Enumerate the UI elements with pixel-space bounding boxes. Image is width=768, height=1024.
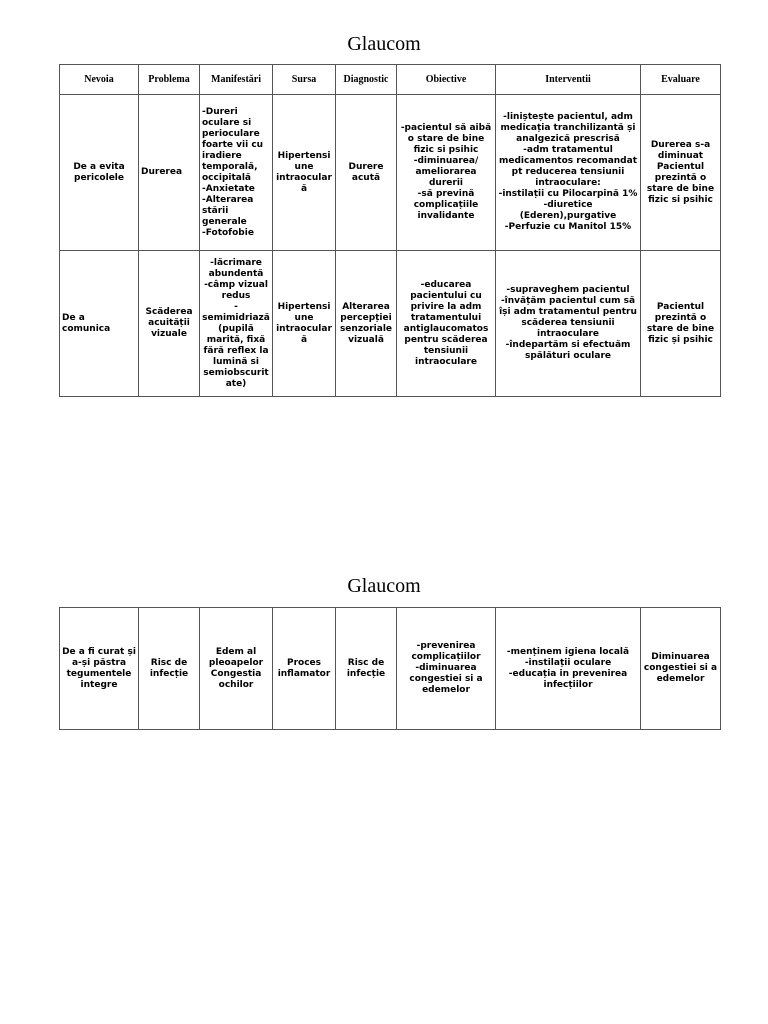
cell-problema: Scăderea acuității vizuale xyxy=(139,251,200,397)
cell-line: -Fotofobie xyxy=(202,227,254,238)
cell-nevoia: De a evita pericolele xyxy=(60,95,139,251)
cell-line: -pacientul să aibă o stare de bine fizic si psihic xyxy=(400,123,492,155)
header-sursa: Sursa xyxy=(273,65,336,95)
cell-line: -Alterarea stării generale xyxy=(202,194,254,227)
cell-interventii xyxy=(496,95,641,251)
cell-line: -diuretice (Ederen),purgative xyxy=(519,200,617,221)
page-title-bottom: Glaucom xyxy=(347,575,421,597)
cell-line: -să prevină complicațiile invalidante xyxy=(413,189,479,221)
cell-line: -învățăm pacientul cum să își adm tratamentul pentru scăderea tensiunii intraoculare xyxy=(499,296,637,339)
cell-interventii xyxy=(496,608,641,730)
cell-line: -instilații oculare xyxy=(524,657,612,668)
cell-evaluare: Durerea s-a diminuat Pacientul prezintă o stare de bine fizic si psihic xyxy=(641,95,721,251)
header-problema: Problema xyxy=(139,65,200,95)
cell-sursa: Hipertensiune intraoculară xyxy=(273,95,336,251)
cell-line: -instilații cu Pilocarpină 1% xyxy=(498,189,638,199)
cell-sursa: Hipertensiune intraoculară xyxy=(273,251,336,397)
header-evaluare: Evaluare xyxy=(641,65,721,95)
cell-line: -semimidriază (pupilă marită, fixă fără reflex la lumină si semiobscuritate) xyxy=(202,301,270,389)
header-obiective: Obiective xyxy=(397,65,496,95)
cell-line: -menținem igiena locală xyxy=(506,646,630,657)
header-interventii: Interventii xyxy=(496,65,641,95)
cell-line: -supraveghem pacientul xyxy=(506,285,630,295)
cell-obiective xyxy=(397,608,496,730)
cell-problema: Risc de infecție xyxy=(139,608,200,730)
cell-line: -Anxietate xyxy=(202,183,255,194)
cell-problema: Durerea xyxy=(139,95,200,251)
cell-diagnostic: Risc de infecție xyxy=(336,608,397,730)
table-header-row xyxy=(60,65,721,95)
header-manifestari: Manifestări xyxy=(200,65,273,95)
cell-nevoia: De a comunica xyxy=(60,251,139,397)
table-row xyxy=(60,95,721,251)
cell-evaluare: Pacientul prezintă o stare de bine fizic și psihic xyxy=(641,251,721,397)
cell-line: -Dureri oculare si perioculare foarte vii cu iradiere temporală, occipitală xyxy=(202,106,264,183)
cell-nevoia: De a fi curat și a-și păstra tegumentele integre xyxy=(60,608,139,730)
cell-evaluare: Diminuarea congestiei si a edemelor xyxy=(641,608,721,730)
cell-line: -lăcrimare abundentă xyxy=(208,257,264,279)
header-diagnostic: Diagnostic xyxy=(336,65,397,95)
cell-line: -diminuarea congestiei si a edemelor xyxy=(409,663,483,695)
cell-obiective xyxy=(397,95,496,251)
cell-manifestari xyxy=(200,95,273,251)
header-nevoia: Nevoia xyxy=(60,65,139,95)
cell-line: -îndepartăm si efectuăm spălături oculare xyxy=(505,340,631,361)
table-row xyxy=(60,608,721,730)
cell-diagnostic: Alterarea percepției senzoriale vizuală xyxy=(336,251,397,397)
care-plan-table xyxy=(59,64,721,397)
care-plan-table-continued xyxy=(59,607,721,730)
cell-line: -liniștește pacientul, adm medicația tranchilizantă și analgezică prescrisă xyxy=(500,112,636,144)
cell-diagnostic: Durere acută xyxy=(336,95,397,251)
cell-line: -prevenirea complicațiilor xyxy=(411,641,481,662)
cell-interventii xyxy=(496,251,641,397)
cell-line: -Perfuzie cu Manitol 15% xyxy=(504,222,632,232)
cell-line: Edem al pleoapelor Congestia ochilor xyxy=(208,646,264,690)
cell-line: -câmp vizual redus xyxy=(204,279,268,301)
cell-manifestari xyxy=(200,251,273,397)
cell-line: -adm tratamentul medicamentos recomandat pt reducerea tensiunii intraoculare: xyxy=(498,145,638,188)
cell-sursa: Proces inflamator xyxy=(273,608,336,730)
cell-line: -diminuarea/ ameliorarea durerii xyxy=(413,156,479,188)
cell-line: -educația in prevenirea infecțiilor xyxy=(508,668,628,690)
cell-manifestari xyxy=(200,608,273,730)
cell-line: -educarea pacientului cu privire la adm tratamentului antiglaucomatos pentru scăderea tensiunii intraoculare xyxy=(403,279,489,367)
table-row xyxy=(60,251,721,397)
cell-obiective xyxy=(397,251,496,397)
page-title-top: Glaucom xyxy=(347,33,421,55)
